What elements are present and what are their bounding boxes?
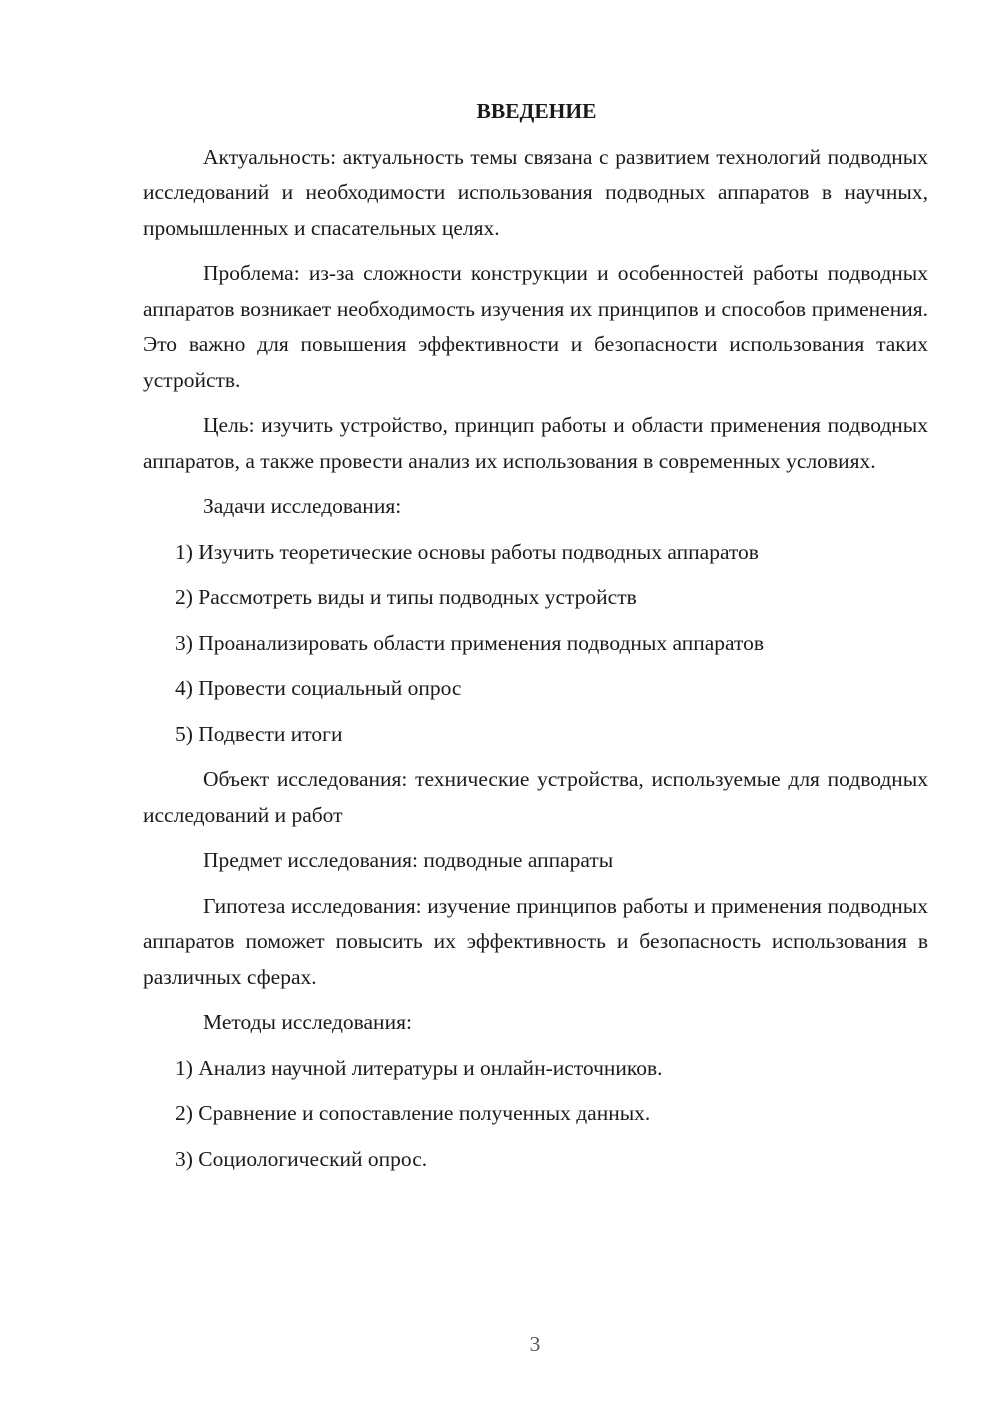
hypothesis-paragraph: Гипотеза исследования: изучение принципов работы и применения подводных аппаратов поможет повысить их эффективность и безопасность использования в различных сферах. bbox=[143, 893, 928, 989]
task-item: 5) Подвести итоги bbox=[175, 721, 343, 746]
goal-paragraph: Цель: изучить устройство, принцип работы и области применения подводных аппаратов, а также провести анализ их использования в современных условиях. bbox=[143, 413, 928, 473]
task-item: 3) Проанализировать области применения подводных аппаратов bbox=[175, 630, 765, 655]
method-item: 1) Анализ научной литературы и онлайн-источников. bbox=[175, 1055, 663, 1080]
task-item: 1) Изучить теоретические основы работы подводных аппаратов bbox=[175, 539, 759, 564]
problem-paragraph: Проблема: из-за сложности конструкции и особенностей работы подводных аппаратов возникает необходимость изучения их принципов и способов применения. Это важно для повышения эффективности и безопасности использования таких устройств. bbox=[143, 261, 928, 392]
page-number: 3 bbox=[529, 1332, 541, 1356]
relevance-paragraph: Актуальность: актуальность темы связана с развитием технологий подводных исследований и необходимости использования подводных аппаратов в научных, промышленных и спасательных целях. bbox=[143, 144, 928, 240]
task-item: 2) Рассмотреть виды и типы подводных устройств bbox=[175, 585, 637, 609]
tasks-list bbox=[143, 535, 928, 753]
subject-paragraph: Предмет исследования: подводные аппараты bbox=[203, 848, 614, 872]
methods-label: Методы исследования: bbox=[203, 1010, 412, 1034]
object-paragraph: Объект исследования: технические устройства, используемые для подводных исследований и работ bbox=[143, 767, 928, 827]
task-item: 4) Провести социальный опрос bbox=[175, 676, 462, 700]
tasks-label: Задачи исследования: bbox=[203, 494, 402, 518]
document-page bbox=[143, 94, 928, 1187]
section-title: ВВЕДЕНИЕ bbox=[476, 99, 597, 123]
methods-list bbox=[143, 1051, 928, 1178]
method-item: 3) Социологический опрос. bbox=[175, 1146, 428, 1171]
method-item: 2) Сравнение и сопоставление полученных данных. bbox=[175, 1101, 651, 1125]
